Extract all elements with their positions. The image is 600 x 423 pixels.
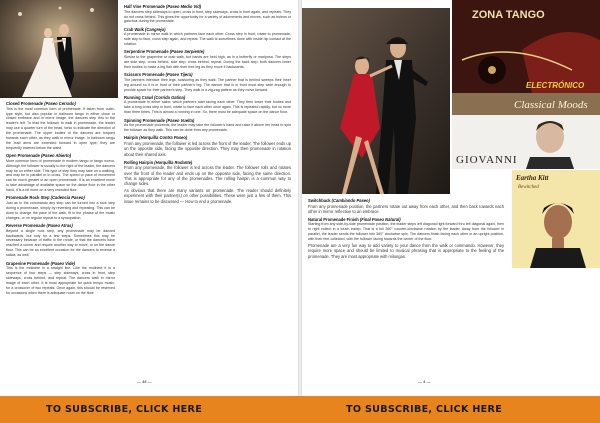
section-heading-title: Open Promenade — [6, 153, 40, 159]
page-number-right: — 4 — — [418, 379, 431, 384]
section-heading-spanish: (Paseo Cerrado) — [44, 101, 76, 106]
section-body-text: As obvious that there are many variants on promenade. The reader should definitely experiment with their partner(s) on other possibilities. These were just a few of them. This issue remains to be discussed — How to end a promenade. — [124, 187, 291, 204]
section-heading-title: Rolling Hairpin — [124, 159, 154, 165]
page-number-left: — 46 — — [137, 379, 152, 384]
section-body-text: Similar to the grapevine or crab walk, but hands are held high, as in a butterfly or mariposa. The steps are side step, cross behind, side step, cross behind, repeat. During the back step, both dancers lower their bodies to make a leg flair with their free leg as they move it backwards. — [124, 55, 291, 69]
section-heading-spanish: (Horquilla Rodante) — [154, 159, 193, 165]
subscribe-banner — [0, 396, 600, 423]
section-heading-title: Serpentine Promenade — [124, 49, 169, 55]
section-heading-title: Natural Promenade Finish — [308, 216, 359, 222]
section-heading-spanish: (Horquilla Contra Paseo) — [139, 135, 188, 141]
album-artist-giovanni: GIOVANNI — [456, 154, 518, 166]
section-body-text: The partners interlace their legs, scissoring as they walk. The partner that is behind sweeps their inner leg around so it is in front of their partner's leg. The dancer that is in front must step wide enough to provide space for their partner's step. They walk in a zig-zag pattern as they move forward. — [124, 77, 291, 92]
section-body-text: From any promenade, the follower is led across the leader. The follower rolls and rotates over the front of the leader and ends up on the opposite side, facing the same direction. This is appropriate for any of the promenades. The rolling hairpin is a common way to change sides. — [124, 165, 291, 187]
album-title-classical-moods: Classical Moods — [514, 99, 588, 111]
subscribe-link-left[interactable]: TO SUBSCRIBE, CLICK HERE — [46, 404, 203, 415]
section-body-text: This is the most common form of promenade. It taken from outer-type style, but also popular in ballroom tango in either close or closed embrace and in mirror image, the dancers step thru to the leader's left. To lead the follower to walk in promenade, the leader may use a quarter turn of the head, torso to indicate the direction of the promenade. The upper bodies of the dancers are torqued towards each other, as they walk in mirror image. In ballroom tango the lead arms are extended forward in open type; they are frequently lowered below the waist. — [6, 106, 115, 150]
section-heading-spanish: (Cambiando Paseo) — [331, 198, 370, 203]
album-title-bewitched: Bewitched — [518, 185, 539, 190]
album-cover-classical-moods-giovanni — [452, 93, 600, 169]
section-heading-title: Spinning Promenade — [124, 117, 165, 123]
right-page — [302, 0, 600, 396]
section-heading-spanish: (Cangrejo) — [145, 26, 166, 32]
left-page-column-1 — [6, 101, 115, 297]
album-subtitle-electronico: ELECTRÓNICO — [526, 81, 585, 90]
section-heading-title: Crab Walk — [124, 26, 144, 32]
tango-dancers-photo — [302, 8, 450, 194]
album-cover-eartha-kitt — [512, 170, 600, 268]
section-body-text: Beyond a single rock step, any promenade may be danced backwards, but only for a few steps. Sometimes this may be necessary because of traffic in the ronde, or that the dancers have reached a corner and require another way to move, or on the dance floor. This can be an excellent occasion for the dancers to reverse a salida, as well. — [6, 228, 115, 258]
section-heading-title: Grapevine Promenade — [6, 260, 50, 266]
section-heading-title: Hairpin — [124, 135, 139, 141]
right-page-column-1 — [308, 198, 504, 260]
left-page — [0, 0, 298, 396]
section-body-text: Starting from any side-by-side promenade position, the leader steps left diagonal right forward thru left diagonal again, then to right collect in a touch instep. That is a full 360° counter-clockwise rotation by the leader. Away from the follower in parallel, the leader sends the follower into 360° clockwise spin. The dancers finish facing each other in an upright position, with their feet collected, with the follower facing towards the center of the floor. — [308, 222, 504, 242]
dancing-couple-photo-ballroom — [0, 0, 118, 98]
section-heading-spanish: (Final Paseo Natural) — [359, 216, 401, 222]
section-heading-spanish: (Paseo Vuelta) — [166, 117, 195, 123]
section-body-text: From any promenade, the follower is led across the front of the leader. The follower ends up on the opposite side, facing the opposite direction. They may then promenade in rotation about their shared axis. — [124, 140, 291, 157]
section-heading-spanish: (Paseo Abierto) — [41, 153, 72, 159]
section-body-text: A promenade in either sailor, which partners start facing each other. They then lower their bodies and take a long cross step in front, rotate to face each other once again. This is repeated rapidly, but no more than three times. This is almost a running in one. So, there must be adequate space on the dance floor. — [124, 100, 291, 115]
section-heading-spanish: (Paseo Vide) — [50, 260, 76, 266]
section-heading-title: Scissors Promenade — [124, 72, 165, 78]
section-body-text: The dancers step sideways to open, cross in front, step sideways, cross in front again, and repeats. They do not cross behind. This gives the opportunity for a variety of adornments and moves, such as boleos or ganchos during the promenade. — [124, 9, 291, 24]
left-page-column-2 — [124, 4, 291, 205]
section-heading-title: Closed Promenade — [6, 101, 44, 106]
section-heading-spanish: (Cadencia Paseo) — [50, 195, 85, 201]
section-heading-spanish: (Corrida Gatina) — [154, 94, 186, 100]
section-heading-title: Running Crawl — [124, 94, 153, 100]
album-title-zona-tango: ZONA TANGO — [472, 9, 545, 21]
section-body-text: Just as in the commando any step can be turned into a rock step during a promenade, simply by reversing and repeating. This can be done to change the pace of the walk, fit in the phrase of the music changes, or on regular repeat to a syncopation. — [6, 201, 115, 220]
section-heading-spanish: (Paseo Medio Vid) — [166, 4, 202, 9]
section-heading-title: Half Vine Promenade — [124, 4, 165, 9]
section-body-text: As the promenade proceeds, the leader may take the follower's hand and raise it above her head to spin the follower as they walk. This can be done from any promenade. — [124, 123, 291, 133]
section-body-text: From any promenade position, the partners rotate out away from each other, and then back towards each other in mirror reflection to an embrace. — [308, 203, 504, 214]
album-cover-zona-tango — [452, 0, 600, 93]
subscribe-link-right[interactable]: TO SUBSCRIBE, CLICK HERE — [346, 404, 503, 415]
album-artist-eartha-kitt: Eartha Kitt — [516, 174, 549, 182]
section-heading-title: Switchback — [308, 198, 331, 203]
section-heading-spanish: (Paseo Atras) — [46, 223, 73, 229]
section-body-text: Promenade are a very fun way to add variety to your dance from the walk or commando. However, they require more space and should be limited to musical phrasing that is appropriate to the feeling of the promenade. They are most appropriate with milongas. — [308, 243, 504, 259]
section-heading-title: Reverse Promenade — [6, 223, 46, 229]
section-heading-title: Promenade Rock Step — [6, 195, 50, 201]
section-body-text: A promenade in mirror walk in which partners face each other. Cross step in front, rotate to promenade, side step to face, cross step again, and repeat. The walk is sometimes done with inside hip contact at the rotation. — [124, 32, 291, 47]
section-body-text: More common form of promenade in modern tango or tango nuevo. Although the follower is usually to the right of the leader, the dancers may be on either side. This type of step they may take on a walking, and may be in parallel or in cross. The speed or pace of movement can be much greater in an open promenade. It is an excellent move to take advantage of available space on the dance floor in the other hand, it is a bit more on a very crowded floor. — [6, 158, 115, 193]
section-heading-spanish: (Paseo Serpiente) — [169, 49, 205, 55]
section-body-text: This is the molinete in a straight line. Like the molinete it is a sequence of four steps — step sideways, cross in front, step sideways, cross behind, and repeat. The dancers walk in mirror image of each other. It is most appropriate for quick tempo music, for a crossover of two repeats. Once again, this should be reserved for occasions when there is adequate room on the floor. — [6, 266, 115, 295]
section-heading-spanish: (Paseo Tijera) — [165, 72, 193, 78]
